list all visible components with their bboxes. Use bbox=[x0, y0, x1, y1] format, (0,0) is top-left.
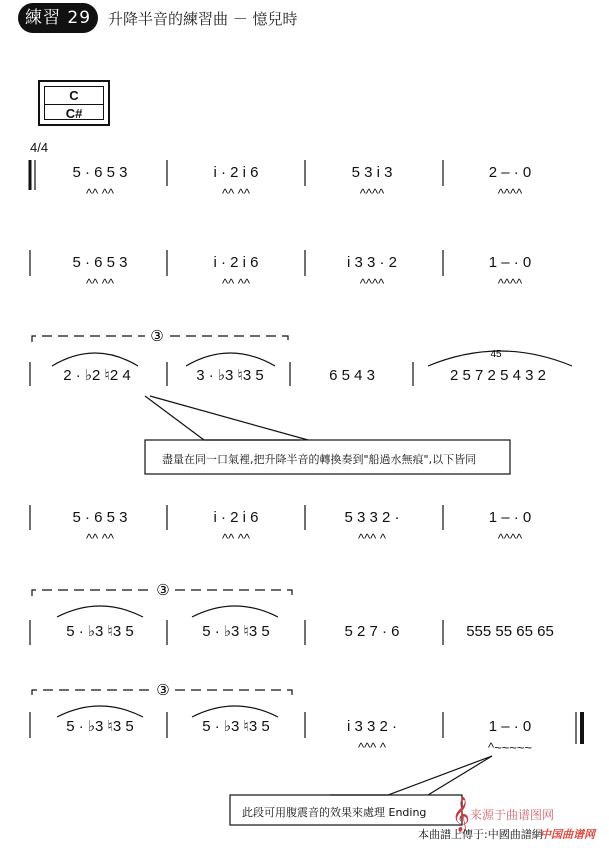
treble-clef-icon: 𝄞 bbox=[452, 798, 470, 831]
callout-text: 此段可用腹震音的效果來處理 Ending bbox=[242, 806, 427, 819]
measure-notes: i 3 3 · 2 bbox=[346, 254, 398, 271]
measure-notes: 5 · ♭3 ♮3 5 bbox=[66, 718, 134, 735]
triplet-bracket bbox=[175, 690, 292, 695]
measure-notes: 555 55 65 65 bbox=[466, 623, 554, 640]
slur bbox=[57, 706, 143, 717]
triplet-bracket bbox=[175, 590, 292, 596]
measure-notes: 5 · ♭3 ♮3 5 bbox=[202, 718, 270, 735]
articulation-marks: ^^^^ bbox=[497, 531, 523, 546]
callout-pointer bbox=[428, 756, 492, 795]
measure-notes: 2 5 7 2 5 4 3 2 bbox=[450, 367, 546, 384]
triplet-number: ③ bbox=[156, 582, 170, 599]
measure-notes: 1 – · 0 bbox=[488, 509, 532, 526]
measure-notes: 5 2 7 · 6 bbox=[344, 623, 400, 640]
articulation-marks: ^^ ^^ bbox=[85, 531, 115, 546]
measure-notes: 5 · ♭3 ♮3 5 bbox=[202, 623, 270, 640]
watermark-brand: 中国曲谱网 bbox=[540, 829, 595, 841]
measure-notes: 5 · 6 5 3 bbox=[72, 164, 128, 181]
slur bbox=[57, 606, 143, 617]
measure-notes: 2 · ♭2 ♮2 4 bbox=[63, 367, 131, 384]
slur bbox=[186, 353, 275, 366]
page-title: 升降半音的練習曲 － 憶兒時 bbox=[108, 10, 298, 28]
measure-notes: i · 2 i 6 bbox=[213, 509, 259, 526]
triplet-bracket bbox=[32, 690, 150, 695]
triplet-bracket bbox=[32, 590, 150, 596]
articulation-marks: ^~~~~~ bbox=[487, 740, 533, 755]
articulation-marks: ^^^^ bbox=[359, 276, 385, 291]
measure-notes: 5 · 6 5 3 bbox=[72, 254, 128, 271]
slur bbox=[192, 606, 278, 617]
measure-notes: 6 5 4 3 bbox=[329, 367, 375, 384]
key-natural: C bbox=[69, 88, 79, 103]
triplet-number: ③ bbox=[156, 682, 170, 699]
callout-pointer bbox=[145, 396, 300, 440]
callout-text: 盡量在同一口氣裡,把升降半音的轉換奏到"船過水無痕",以下皆同 bbox=[162, 453, 477, 466]
measure-notes: 5 3 3 2 · bbox=[344, 509, 400, 526]
measure-notes: 1 – · 0 bbox=[488, 254, 532, 271]
articulation-marks: ^^ ^^ bbox=[85, 276, 115, 291]
triplet-bracket bbox=[170, 336, 288, 342]
articulation-marks: ^^^ ^ bbox=[357, 740, 387, 755]
slur bbox=[52, 353, 138, 366]
measure-notes: 3 · ♭3 ♮3 5 bbox=[196, 367, 264, 384]
measure-notes: 5 3 i 3 bbox=[351, 164, 393, 181]
measure-notes: 1 – · 0 bbox=[488, 718, 532, 735]
measure-notes: 5 · 6 5 3 bbox=[72, 509, 128, 526]
articulation-marks: ^^ ^^ bbox=[85, 186, 115, 201]
triplet-bracket bbox=[32, 336, 145, 342]
measure-notes: i 3 3 2 · bbox=[346, 718, 398, 735]
exercise-badge: 練習 29 bbox=[18, 3, 98, 33]
measure-notes: 5 · ♭3 ♮3 5 bbox=[66, 623, 134, 640]
measure-notes: 2 – · 0 bbox=[488, 164, 532, 181]
key-sharp: C# bbox=[45, 104, 103, 122]
watermark: 来源于曲谱图网 bbox=[470, 808, 555, 822]
measure-notes: i · 2 i 6 bbox=[213, 164, 259, 181]
upload-credit: 本曲譜上傳于:中國曲譜網 bbox=[418, 828, 543, 841]
triplet-number: ③ bbox=[150, 328, 164, 345]
articulation-marks: ^^ ^^ bbox=[221, 186, 251, 201]
grace-note-mark: 45 bbox=[490, 349, 502, 360]
articulation-marks: ^^^ ^ bbox=[357, 531, 387, 546]
articulation-marks: ^^ ^^ bbox=[221, 531, 251, 546]
articulation-marks: ^^^^ bbox=[359, 186, 385, 201]
articulation-marks: ^^^^ bbox=[497, 186, 523, 201]
callout-pointer bbox=[330, 756, 492, 795]
time-signature: 4/4 bbox=[30, 140, 49, 155]
articulation-marks: ^^ ^^ bbox=[221, 276, 251, 291]
measure-notes: i · 2 i 6 bbox=[213, 254, 259, 271]
slur bbox=[192, 706, 278, 717]
articulation-marks: ^^^^ bbox=[497, 276, 523, 291]
